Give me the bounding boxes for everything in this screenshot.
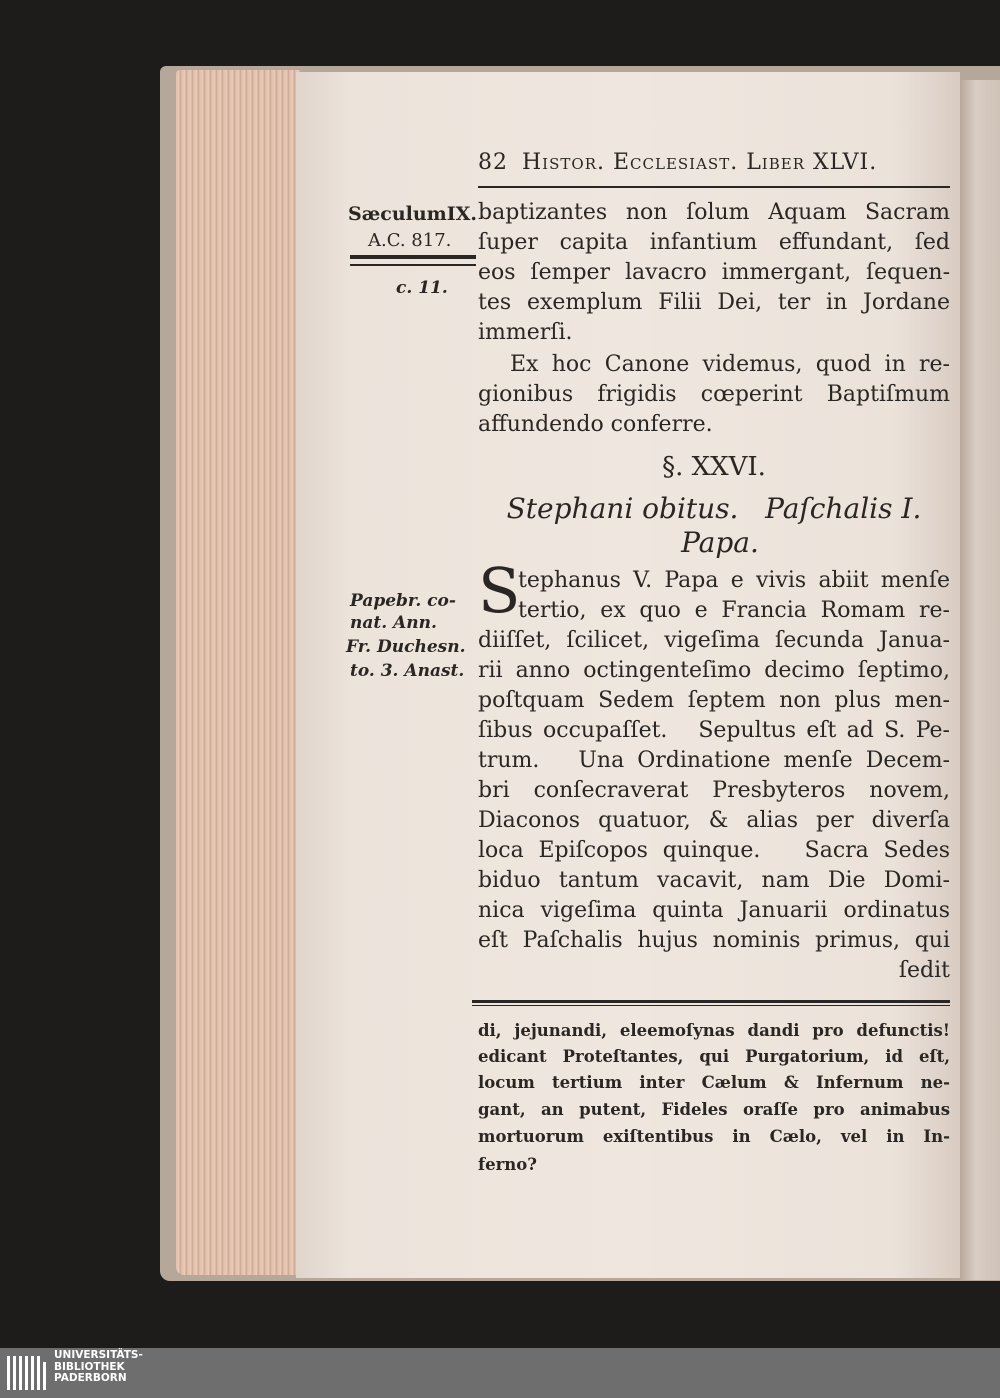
- margin-rule-thick: [350, 255, 476, 259]
- facing-page-edge: [960, 80, 1000, 1280]
- text-line: immerſi.: [478, 320, 573, 345]
- text-line: eos ſemper lavacro immergant, ſequen-: [478, 260, 950, 285]
- margin-note-canon: c. 11.: [396, 278, 448, 298]
- text-line: tes exemplum Filii Dei, ter in Jordane: [478, 290, 950, 315]
- running-title: Histor. Ecclesiast. Liber XLVI.: [522, 150, 878, 175]
- library-name-line-1: UNIVERSITÄTS-: [54, 1349, 143, 1361]
- header-rule: [478, 186, 950, 188]
- text-line: Diaconos quatuor, & alias per diverſa: [478, 808, 950, 833]
- catchword: ſedit: [898, 958, 950, 983]
- page-number: 82: [478, 150, 508, 175]
- footnote-line: mortuorum exiſtentibus in Cælo, vel in In-: [478, 1127, 950, 1146]
- footnote-line: di, jejunandi, eleemoſynas dandi pro defunctis!: [478, 1021, 950, 1040]
- text-line: nica vigeſima quinta Januarii ordinatus: [478, 898, 950, 923]
- text-line: eſt Paſchalis hujus nominis primus, qui: [478, 928, 950, 953]
- footnote-line: ferno?: [478, 1155, 537, 1174]
- footnote-line: locum tertium inter Cælum & Infernum ne-: [478, 1073, 950, 1092]
- footnote-rule: [472, 1000, 950, 1003]
- text-line: diiſſet, ſcilicet, vigeſima ſecunda Janua-: [478, 628, 950, 653]
- text-line: affundendo conferre.: [478, 412, 713, 437]
- text-line: tertio, ex quo e Francia Romam re-: [518, 598, 950, 623]
- text-line: biduo tantum vacavit, nam Die Domi-: [478, 868, 950, 893]
- margin-ref-2: nat. Ann.: [350, 613, 437, 633]
- text-line: bri conſecraverat Presbyteros novem,: [478, 778, 950, 803]
- library-footer-bar: [0, 1348, 1000, 1398]
- footnote-line: gant, an putent, Fideles oraſſe pro animabus: [478, 1100, 950, 1119]
- margin-ref-3: Fr. Duchesn.: [346, 637, 466, 657]
- text-line: gionibus frigidis cœperint Baptiſmum: [478, 382, 950, 407]
- text-line: ſuper capita infantium effundant, ſed: [478, 230, 950, 255]
- text-line: ſibus occupaſſet. Sepultus eſt ad S. Pe-: [478, 718, 950, 743]
- page-edges: [176, 70, 300, 1275]
- section-number: §. XXVI.: [662, 452, 766, 482]
- margin-rule-thin: [350, 264, 476, 266]
- footnote-line: edicant Proteſtantes, qui Purgatorium, id eſt,: [478, 1047, 950, 1066]
- margin-ref-1: Papebr. co-: [350, 591, 456, 611]
- text-line: trum. Una Ordinatione menſe Decem-: [478, 748, 950, 773]
- text-line: baptizantes non ſolum Aquam Sacram: [478, 200, 950, 225]
- library-logo-icon: [6, 1352, 50, 1394]
- margin-ref-4: to. 3. Anast.: [350, 661, 465, 681]
- margin-note-year: A.C. 817.: [368, 230, 452, 251]
- text-line: rii anno octingenteſimo decimo ſeptimo,: [478, 658, 950, 683]
- running-header: [478, 150, 950, 186]
- text-line: poſtquam Sedem ſeptem non plus men-: [478, 688, 950, 713]
- margin-note-saeculum: SæculumIX.: [348, 203, 478, 225]
- footnote-rule-thin: [472, 1005, 950, 1006]
- library-logo-text: [54, 1350, 143, 1385]
- library-name-line-2: BIBLIOTHEK: [54, 1360, 125, 1373]
- section-title: Stephani obitus. Paſchalis I.: [506, 492, 922, 525]
- text-line: Ex hoc Canone videmus, quod in re-: [510, 352, 950, 377]
- text-line: tephanus V. Papa e vivis abiit menſe: [518, 568, 950, 593]
- drop-cap: S: [478, 554, 521, 627]
- library-name-line-3: PADERBORN: [54, 1372, 127, 1384]
- section-title-cont: Papa.: [681, 526, 759, 559]
- text-line: loca Epiſcopos quinque. Sacra Sedes: [478, 838, 950, 863]
